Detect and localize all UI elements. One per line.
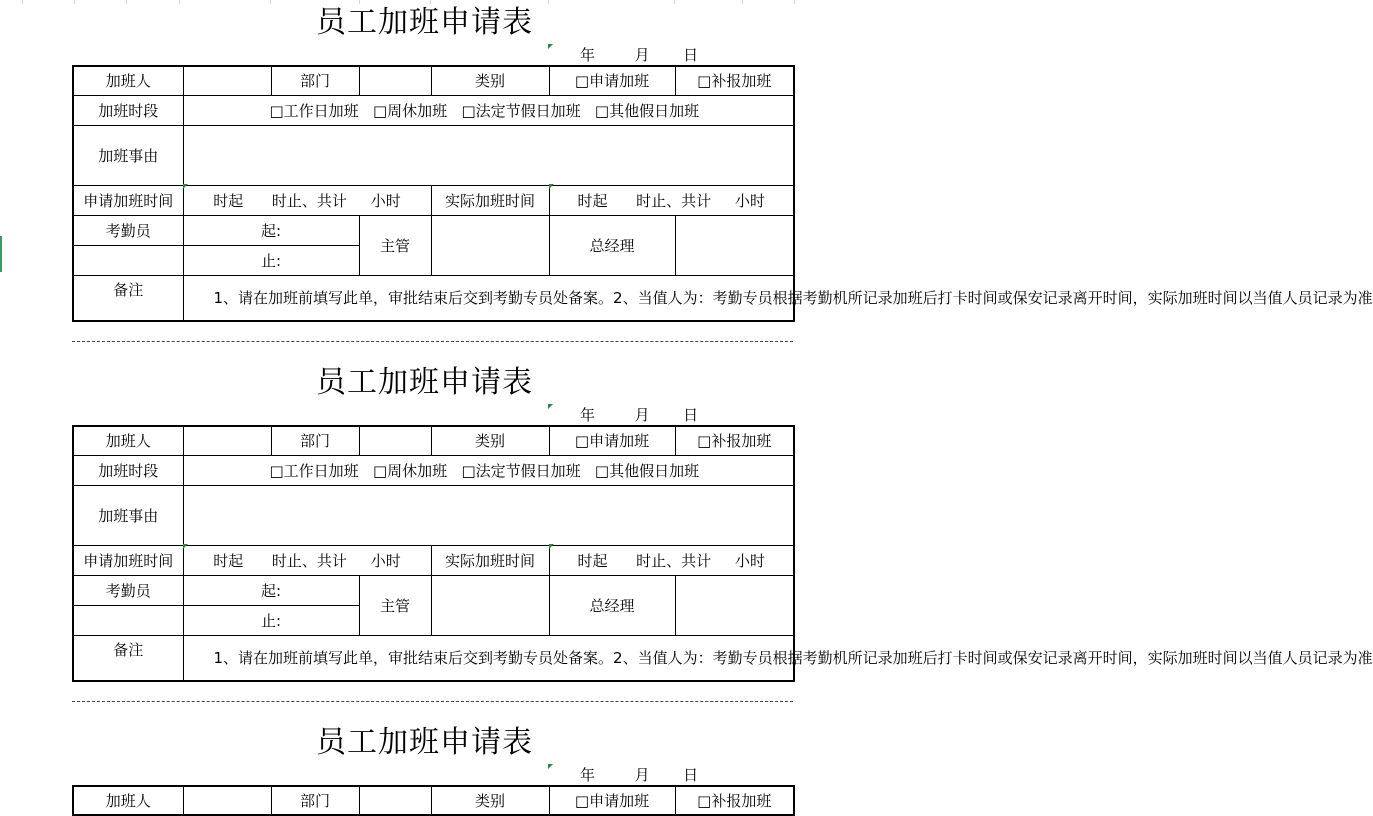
department-input[interactable] — [359, 66, 431, 95]
applied-time-label: 申请加班时间 — [73, 545, 183, 575]
supplement-overtime-checkbox[interactable]: □补报加班 — [675, 426, 794, 455]
date-month-label: 月 — [634, 46, 650, 64]
end-field[interactable]: 止: — [183, 605, 359, 635]
department-label: 部门 — [271, 426, 359, 455]
reason-label: 加班事由 — [73, 125, 183, 185]
date-day-label: 日 — [683, 406, 699, 424]
form-title: 员工加班申请表 — [316, 5, 533, 40]
general-manager-sign-field[interactable] — [675, 215, 794, 275]
general-manager-sign-field[interactable] — [675, 575, 794, 635]
cell-comment-indicator — [183, 544, 188, 549]
form-title: 员工加班申请表 — [316, 725, 533, 760]
category-label: 类别 — [431, 786, 549, 815]
period-label: 加班时段 — [73, 95, 183, 125]
general-manager-label: 总经理 — [549, 215, 675, 275]
department-input[interactable] — [359, 426, 431, 455]
actual-time-label: 实际加班时间 — [431, 545, 549, 575]
supervisor-label: 主管 — [359, 575, 431, 635]
department-label: 部门 — [271, 66, 359, 95]
period-options[interactable]: □工作日加班 □周休加班 □法定节假日加班 □其他假日加班 — [183, 455, 794, 485]
category-label: 类别 — [431, 426, 549, 455]
applicant-input[interactable] — [183, 66, 271, 95]
remarks-text: 1、请在加班前填写此单，审批结束后交到考勤专员处备案。2、当值人为：考勤专员根据考勤机所记录加班后打卡时间或保安记录离开时间，实际加班时间以当值人员记录为准 — [183, 275, 794, 321]
end-field[interactable]: 止: — [183, 245, 359, 275]
attendance-label: 考勤员 — [73, 215, 183, 245]
supplement-overtime-checkbox[interactable]: □补报加班 — [675, 786, 794, 815]
date-year-label: 年 — [580, 766, 596, 784]
date-day-label: 日 — [683, 766, 699, 784]
date-month-label: 月 — [634, 766, 650, 784]
applicant-input[interactable] — [183, 786, 271, 815]
apply-overtime-checkbox[interactable]: □申请加班 — [549, 786, 675, 815]
supervisor-sign-field[interactable] — [431, 215, 549, 275]
overtime-form-3 — [0, 720, 849, 810]
apply-overtime-checkbox[interactable]: □申请加班 — [549, 426, 675, 455]
supervisor-label: 主管 — [359, 215, 431, 275]
applicant-label: 加班人 — [73, 786, 183, 815]
reason-input[interactable] — [183, 485, 794, 545]
form-table — [72, 785, 795, 816]
overtime-form-2 — [0, 360, 1373, 690]
category-label: 类别 — [431, 66, 549, 95]
date-day-label: 日 — [683, 46, 699, 64]
form-table — [72, 425, 1373, 682]
reason-input[interactable] — [183, 125, 794, 185]
applicant-input[interactable] — [183, 426, 271, 455]
date-year-label: 年 — [580, 406, 596, 424]
supplement-overtime-checkbox[interactable]: □补报加班 — [675, 66, 794, 95]
cell-comment-indicator — [549, 184, 554, 189]
period-options[interactable]: □工作日加班 □周休加班 □法定节假日加班 □其他假日加班 — [183, 95, 794, 125]
date-line — [580, 404, 698, 425]
form-table — [72, 65, 1373, 322]
remarks-text: 1、请在加班前填写此单，审批结束后交到考勤专员处备案。2、当值人为：考勤专员根据考勤机所记录加班后打卡时间或保安记录离开时间，实际加班时间以当值人员记录为准 — [183, 635, 794, 681]
date-line — [580, 44, 698, 65]
actual-time-value[interactable]: 时起 时止、共计 小时 — [549, 545, 794, 575]
remarks-label: 备注 — [73, 275, 183, 321]
applicant-label: 加班人 — [73, 426, 183, 455]
attendance-sign-field[interactable] — [73, 605, 183, 635]
applicant-label: 加班人 — [73, 66, 183, 95]
department-input[interactable] — [359, 786, 431, 815]
cell-comment-indicator — [183, 184, 188, 189]
form-title: 员工加班申请表 — [316, 365, 533, 400]
date-line — [580, 764, 698, 785]
period-label: 加班时段 — [73, 455, 183, 485]
start-field[interactable]: 起: — [183, 575, 359, 605]
cell-comment-indicator — [548, 44, 553, 49]
applied-time-value[interactable]: 时起 时止、共计 小时 — [183, 545, 431, 575]
cell-comment-indicator — [549, 544, 554, 549]
apply-overtime-checkbox[interactable]: □申请加班 — [549, 66, 675, 95]
attendance-label: 考勤员 — [73, 575, 183, 605]
remarks-label: 备注 — [73, 635, 183, 681]
cell-comment-indicator — [548, 764, 553, 769]
attendance-sign-field[interactable] — [73, 245, 183, 275]
general-manager-label: 总经理 — [549, 575, 675, 635]
supervisor-sign-field[interactable] — [431, 575, 549, 635]
actual-time-label: 实际加班时间 — [431, 185, 549, 215]
start-field[interactable]: 起: — [183, 215, 359, 245]
cut-line — [72, 701, 793, 702]
cell-comment-indicator — [548, 404, 553, 409]
reason-label: 加班事由 — [73, 485, 183, 545]
date-month-label: 月 — [634, 406, 650, 424]
actual-time-value[interactable]: 时起 时止、共计 小时 — [549, 185, 794, 215]
overtime-form-1 — [0, 0, 1373, 330]
date-year-label: 年 — [580, 46, 596, 64]
applied-time-label: 申请加班时间 — [73, 185, 183, 215]
cut-line — [72, 341, 793, 342]
department-label: 部门 — [271, 786, 359, 815]
applied-time-value[interactable]: 时起 时止、共计 小时 — [183, 185, 431, 215]
